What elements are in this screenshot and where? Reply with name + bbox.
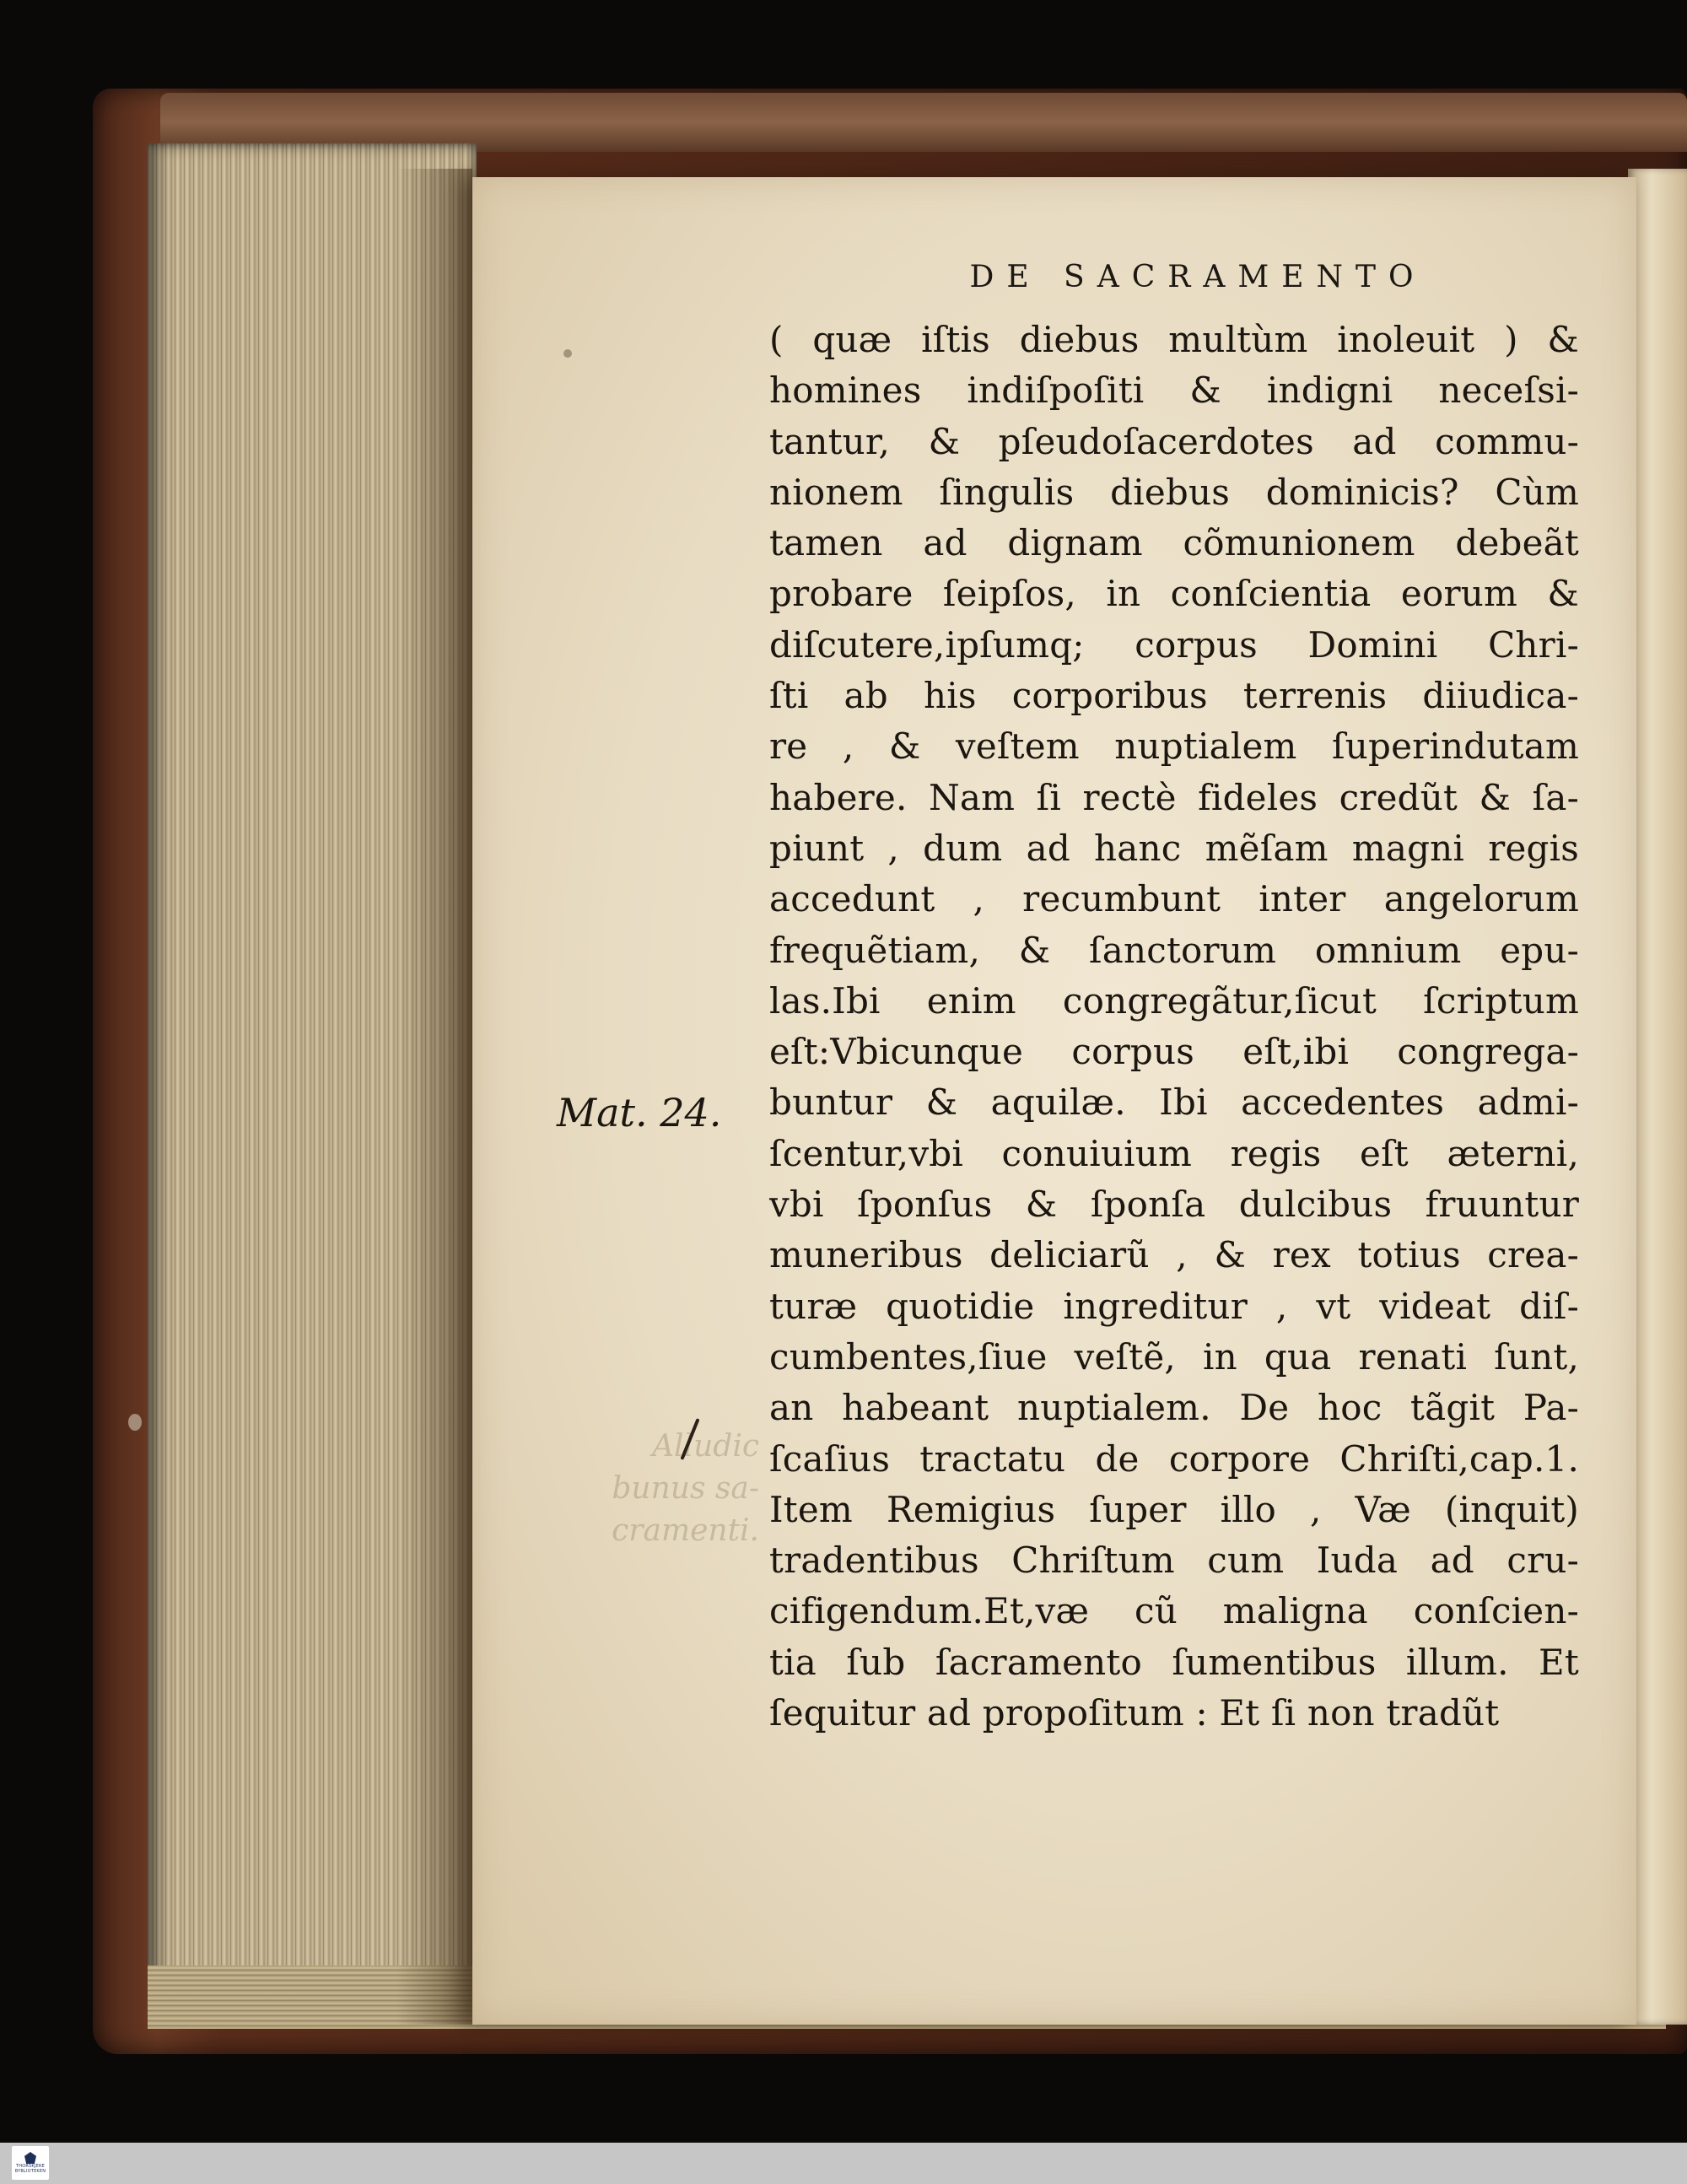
text-line: re , & veſtem nuptialem ſuperindutam [769,725,1579,768]
viewer-footer [0,2143,1687,2184]
text-line: las.Ibi enim congregãtur,ſicut ſcriptum [769,979,1579,1022]
text-line: tamen ad dignam cõmunionem debeãt [769,522,1579,564]
text-line: buntur & aquilæ. Ibi accedentes admi- [769,1081,1579,1124]
text-line: tia ſub ſacramento ſumentibus illum. Et [769,1641,1579,1683]
library-logo-text: THORSKJERE BYBLIOTEKEN [14,2164,46,2174]
marginal-note: Mat. 24. [557,1090,722,1135]
text-line: cifigendum.Et,væ cũ maligna conſcien- [769,1590,1579,1632]
text-line: turæ quotidie ingreditur , vt videat diſ- [769,1285,1579,1327]
text-line: diſcutere,ipſumq; corpus Domini Chri- [769,623,1579,666]
ink-spot [563,349,572,358]
text-line: probare ſeipſos, in conſcientia eorum & [769,573,1579,615]
text-line: habere. Nam ſi rectè fideles credũt & ſa- [769,776,1579,818]
text-line: homines indiſpoſiti & indigni neceſsi- [769,369,1579,412]
text-line: muneribus deliciarũ , & rex totius crea- [769,1234,1579,1276]
text-line: piunt , dum ad hanc mẽſam magni regis [769,827,1579,869]
text-line: ſequitur ad propoſitum : Et ſi non tradũt [769,1692,1500,1734]
text-line: tantur, & pſeudoſacerdotes ad commu- [769,420,1579,462]
text-line: ( quæ iſtis diebus multùm inoleuit ) & [769,319,1579,360]
text-line: cumbentes,ſiue veſtẽ, in qua renati ſunt, [769,1335,1579,1378]
running-head: DE SACRAMENTO [969,260,1426,294]
page-shadow [396,169,472,2025]
ink-spot [128,1414,142,1431]
text-line: frequẽtiam, & ſanctorum omnium epu- [769,929,1579,971]
text-line: accedunt , recumbunt inter angelorum [769,878,1579,920]
text-line: nionem ſingulis diebus dominicis? Cùm [769,471,1579,513]
text-line: vbi ſponſus & ſponſa dulcibus fruuntur [769,1184,1579,1226]
text-line: ſti ab his corporibus terrenis diiudica- [769,675,1579,717]
text-line: an habeant nuptialem. De hoc tãgit Pa- [769,1387,1579,1429]
text-line: Item Remigius ſuper illo , Væ (inquit) [769,1488,1579,1530]
text-line: ſcentur,vbi conuiuium regis eſt æterni, [769,1132,1579,1174]
library-logo[interactable] [12,2146,49,2180]
show-through-note: Alludic bunus sa- cramenti. [612,1429,759,1548]
text-line: tradentibus Chriſtum cum Iuda ad cru- [769,1540,1579,1582]
crown-icon [24,2152,36,2164]
facing-page-edge [1628,169,1687,2025]
text-line: ſcaſius tractatu de corpore Chriſti,cap.1. [769,1437,1579,1480]
text-line: eſt:Vbicunque corpus eſt,ibi congrega- [769,1031,1579,1073]
body-text [769,315,1579,1739]
